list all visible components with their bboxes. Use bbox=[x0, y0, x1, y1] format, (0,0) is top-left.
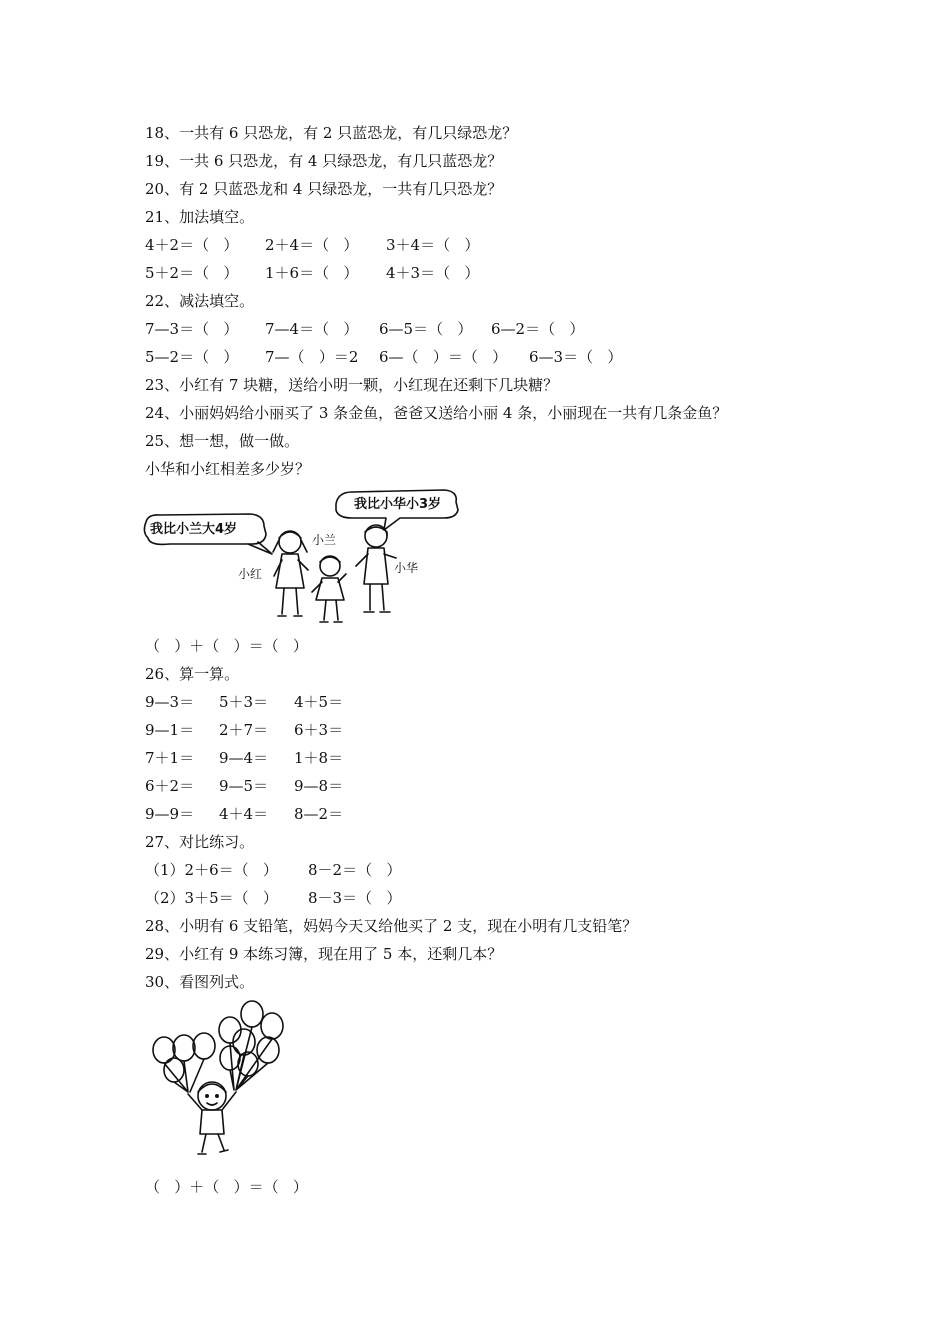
balloon-icon bbox=[261, 1013, 283, 1039]
question-20: 20、有 2 只蓝恐龙和 4 只绿恐龙，一共有几只恐龙？ bbox=[145, 180, 503, 198]
question-28: 28、小明有 6 支铅笔，妈妈今天又给他买了 2 支，现在小明有几支铅笔？ bbox=[145, 917, 638, 935]
q26-item: 9—4＝ bbox=[219, 749, 269, 767]
balloon-icon bbox=[173, 1035, 195, 1061]
balloon-icon bbox=[193, 1033, 215, 1059]
q26-item: 8—2＝ bbox=[294, 805, 344, 823]
q21-item: 4＋2＝（ ） bbox=[145, 236, 239, 254]
q26-item: 9—8＝ bbox=[294, 777, 344, 795]
balloon-icon bbox=[241, 1001, 263, 1027]
q27-item: （2）3＋5＝（ ） bbox=[145, 889, 278, 907]
balloon-icon bbox=[219, 1017, 241, 1043]
question-26: 26、算一算。 bbox=[145, 665, 240, 683]
q27-item: 8－3＝（ ） bbox=[308, 889, 402, 907]
q22-item: 6—（ ）＝（ ） bbox=[379, 348, 508, 366]
question-25: 25、想一想，做一做。 bbox=[145, 432, 300, 450]
balloon-icon bbox=[233, 1029, 255, 1055]
question-18: 18、一共有 6 只恐龙，有 2 只蓝恐龙，有几只绿恐龙？ bbox=[145, 124, 518, 142]
question-30: 30、看图列式。 bbox=[145, 973, 255, 991]
question-24: 24、小丽妈妈给小丽买了 3 条金鱼，爸爸又送给小丽 4 条，小丽现在一共有几条金鱼？ bbox=[145, 404, 728, 422]
label-xiaolan: 小兰 bbox=[312, 533, 337, 547]
q26-item: 5＋3＝ bbox=[219, 693, 269, 711]
q22-item: 5—2＝（ ） bbox=[145, 348, 239, 366]
q26-item: 9—1＝ bbox=[145, 721, 195, 739]
bubble-right-text: 我比小华小3岁 bbox=[354, 497, 442, 512]
q21-item: 1＋6＝（ ） bbox=[265, 264, 359, 282]
q21-item: 2＋4＝（ ） bbox=[265, 236, 359, 254]
balloon-icon bbox=[164, 1058, 184, 1082]
q26-item: 9—3＝ bbox=[145, 693, 195, 711]
question-21: 21、加法填空。 bbox=[145, 208, 255, 226]
q26-item: 9—5＝ bbox=[219, 777, 269, 795]
q27-item: 8－2＝（ ） bbox=[308, 861, 402, 879]
balloons-drawing bbox=[148, 1000, 293, 1162]
question-29: 29、小红有 9 本练习簿，现在用了 5 本，还剩几本？ bbox=[145, 945, 503, 963]
q22-item: 7—4＝（ ） bbox=[265, 320, 359, 338]
question-25-subtitle: 小华和小红相差多少岁？ bbox=[145, 460, 311, 478]
q26-item: 7＋1＝ bbox=[145, 749, 195, 767]
label-xiaohong: 小红 bbox=[238, 567, 263, 581]
question-22: 22、减法填空。 bbox=[145, 292, 255, 310]
q26-item: 2＋7＝ bbox=[219, 721, 269, 739]
q26-item: 4＋5＝ bbox=[294, 693, 344, 711]
label-xiaohua: 小华 bbox=[394, 561, 419, 575]
q26-item: 6＋3＝ bbox=[294, 721, 344, 739]
bubble-left-text: 我比小兰大4岁 bbox=[150, 522, 238, 537]
q21-item: 3＋4＝（ ） bbox=[386, 236, 480, 254]
q22-item: 6—3＝（ ） bbox=[529, 348, 623, 366]
q21-item: 4＋3＝（ ） bbox=[386, 264, 480, 282]
q26-item: 6＋2＝ bbox=[145, 777, 195, 795]
question-23: 23、小红有 7 块糖，送给小明一颗，小红现在还剩下几块糖？ bbox=[145, 376, 559, 394]
question-25-answer: （ ）＋（ ）＝（ ） bbox=[145, 637, 308, 655]
q26-item: 1＋8＝ bbox=[294, 749, 344, 767]
children-age-illustration bbox=[140, 482, 470, 630]
q26-item: 4＋4＝ bbox=[219, 805, 269, 823]
question-19: 19、一共 6 只恐龙，有 4 只绿恐龙，有几只蓝恐龙？ bbox=[145, 152, 503, 170]
q21-item: 5＋2＝（ ） bbox=[145, 264, 239, 282]
q26-item: 9—9＝ bbox=[145, 805, 195, 823]
q22-item: 7—（ ）＝2 bbox=[265, 348, 359, 366]
q22-item: 6—2＝（ ） bbox=[491, 320, 585, 338]
q27-item: （1）2＋6＝（ ） bbox=[145, 861, 278, 879]
q22-item: 6—5＝（ ） bbox=[379, 320, 473, 338]
child-with-balloons-illustration bbox=[148, 1000, 293, 1162]
question-27: 27、对比练习。 bbox=[145, 833, 255, 851]
balloon-icon bbox=[257, 1037, 279, 1063]
q22-item: 7—3＝（ ） bbox=[145, 320, 239, 338]
question-30-answer: （ ）＋（ ）＝（ ） bbox=[145, 1178, 308, 1196]
